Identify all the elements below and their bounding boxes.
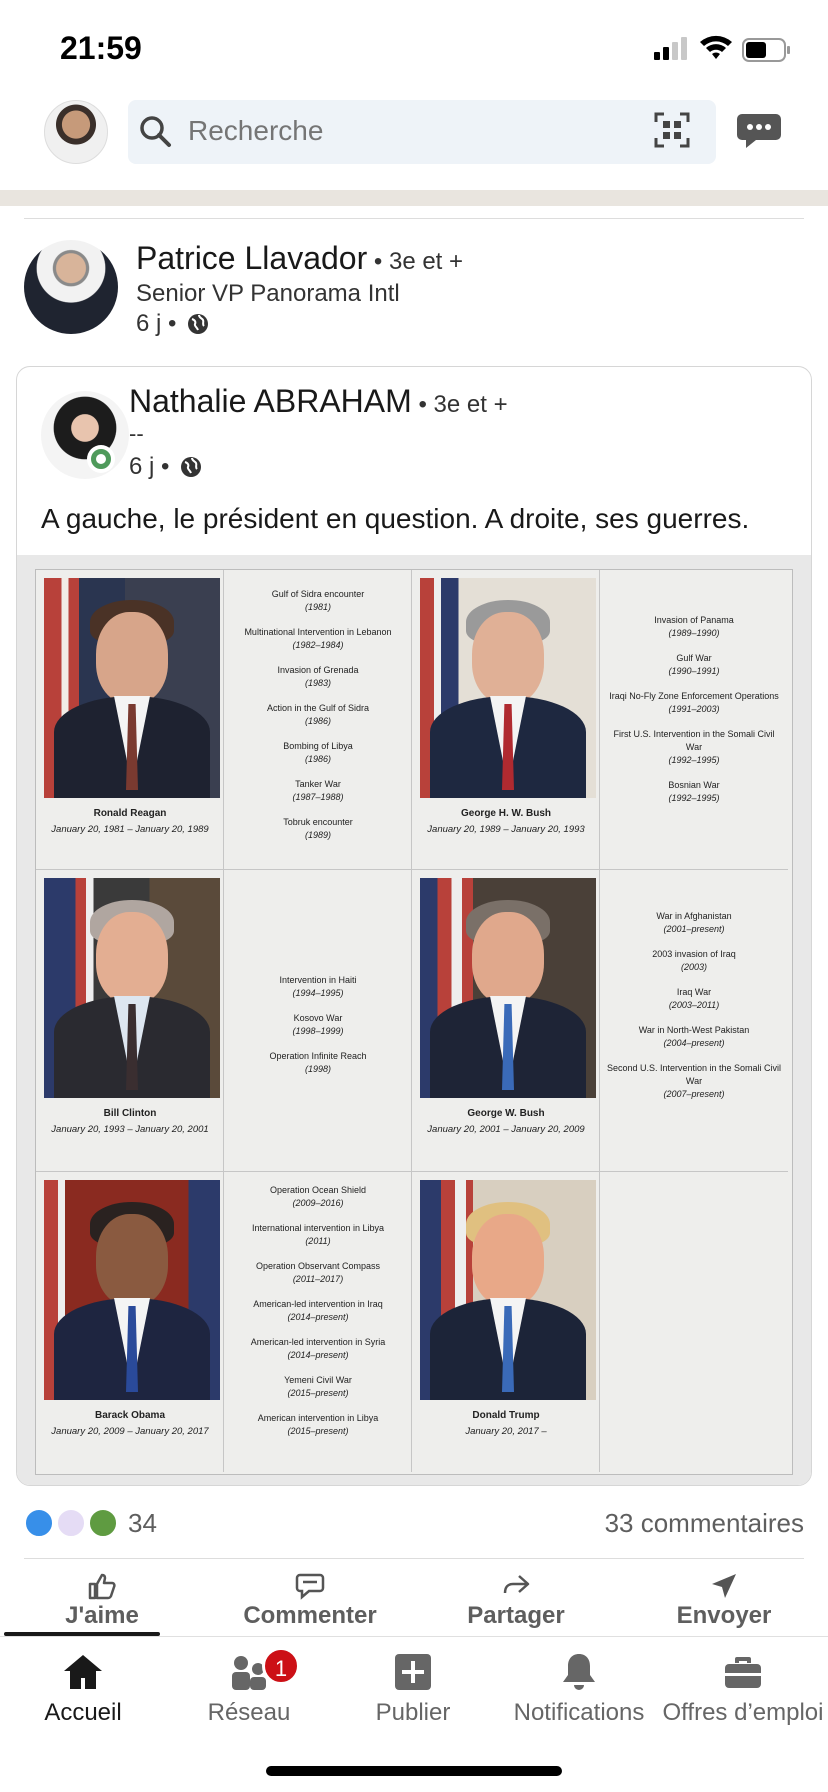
president-name: Ronald Reagan: [93, 808, 167, 819]
war-years: (1991–2003): [668, 704, 720, 714]
send-label: Envoyer: [676, 1602, 772, 1629]
president-term: January 20, 2009 – January 20, 2017: [51, 1426, 209, 1437]
war-years: (2011): [305, 1236, 331, 1246]
war-years: (1982–1984): [292, 640, 344, 650]
wars-list: [606, 910, 782, 1113]
portrait-cell: [412, 870, 600, 1172]
president-term: January 20, 1981 – January 20, 1989: [51, 824, 209, 835]
war-years: (2003): [680, 962, 707, 972]
war-name: American intervention in Libya: [257, 1413, 379, 1423]
share-button[interactable]: [416, 1566, 616, 1630]
war-item: [606, 1062, 782, 1101]
war-name: Action in the Gulf of Sidra: [266, 703, 370, 713]
messaging-icon[interactable]: [736, 110, 782, 150]
tab-label: Accueil: [44, 1699, 122, 1726]
cellular-signal-icon: [652, 36, 692, 60]
feed-divider: [24, 218, 804, 219]
war-years: (1998): [304, 1064, 331, 1074]
status-bar: [0, 0, 828, 96]
shared-author-name[interactable]: Nathalie ABRAHAM: [129, 383, 412, 419]
curious-reaction-icon: [56, 1508, 86, 1538]
qr-code-scanner-icon[interactable]: [654, 112, 690, 148]
tab-post[interactable]: [330, 1645, 496, 1727]
war-years: (2003–2011): [668, 1000, 720, 1010]
portrait-cell: [412, 570, 600, 870]
social-counts[interactable]: [0, 1500, 828, 1544]
tab-home[interactable]: [0, 1645, 166, 1727]
war-years: (1992–1995): [668, 793, 720, 803]
portrait-cell: [36, 1172, 224, 1472]
war-name: Operation Ocean Shield: [269, 1185, 367, 1195]
reaction-count[interactable]: 34: [128, 1508, 157, 1538]
wars-list: [230, 1184, 406, 1450]
war-item: [606, 728, 782, 767]
war-name: Invasion of Grenada: [277, 665, 359, 675]
comment-icon: [295, 1572, 325, 1600]
wars-cell: [224, 1172, 412, 1472]
author-headline: Senior VP Panorama Intl: [136, 280, 400, 307]
war-item: [230, 778, 406, 804]
add-post-icon: [392, 1651, 434, 1693]
war-item: [230, 588, 406, 614]
war-item: [230, 816, 406, 842]
war-years: (1986): [304, 716, 331, 726]
war-item: [230, 1412, 406, 1438]
shared-post-card[interactable]: [16, 366, 812, 1486]
tab-network[interactable]: [166, 1645, 332, 1727]
shared-author-name-line[interactable]: [129, 383, 508, 420]
war-item: [230, 1374, 406, 1400]
globe-icon: [187, 313, 209, 335]
author-name[interactable]: Patrice Llavador: [136, 240, 368, 276]
connection-degree: • 3e et +: [367, 248, 464, 275]
war-years: (1987–1988): [292, 792, 344, 802]
send-icon: [709, 1572, 739, 1600]
war-name: War in Afghanistan: [656, 911, 732, 921]
portrait-cell: [36, 570, 224, 870]
president-portrait: [44, 578, 220, 798]
war-item: [230, 740, 406, 766]
war-name: Yemeni Civil War: [284, 1375, 352, 1385]
president-term: January 20, 2017 –: [465, 1426, 547, 1437]
search-input[interactable]: [188, 114, 628, 148]
wars-cell: [224, 570, 412, 870]
globe-icon: [180, 456, 202, 478]
tab-label: Offres d’emploi: [662, 1699, 824, 1726]
war-item: [606, 910, 782, 936]
tab-label: Notifications: [513, 1699, 645, 1726]
war-years: (2015–present): [287, 1426, 349, 1436]
wars-cell: [224, 870, 412, 1172]
war-years: (2014–present): [287, 1312, 349, 1322]
president-name: Donald Trump: [472, 1410, 540, 1421]
share-label: Partager: [467, 1602, 565, 1629]
share-arrow-icon: [501, 1572, 531, 1600]
like-reaction-icon: [24, 1508, 54, 1538]
president-name: Bill Clinton: [103, 1108, 157, 1119]
war-item: [606, 614, 782, 640]
war-name: Kosovo War: [293, 1013, 343, 1023]
portrait-cell: [36, 870, 224, 1172]
war-years: (1994–1995): [292, 988, 344, 998]
war-item: [230, 974, 406, 1000]
post-actions: [0, 1566, 828, 1632]
support-reaction-icon: [88, 1508, 118, 1538]
like-button[interactable]: [2, 1566, 202, 1630]
bottom-tab-bar: [0, 1636, 828, 1744]
war-years: (1992–1995): [668, 755, 720, 765]
author-avatar[interactable]: [24, 240, 118, 334]
thumbs-up-icon: [87, 1572, 117, 1600]
war-years: (1998–1999): [292, 1026, 344, 1036]
war-years: (2015–present): [287, 1388, 349, 1398]
wars-list: [606, 614, 782, 817]
president-term: January 20, 2001 – January 20, 2009: [427, 1124, 585, 1135]
war-years: (2014–present): [287, 1350, 349, 1360]
war-years: (1990–1991): [668, 666, 720, 676]
post-time: [136, 310, 209, 338]
war-name: Multinational Intervention in Lebanon: [244, 627, 392, 637]
like-label: J'aime: [65, 1602, 139, 1629]
comment-count[interactable]: 33 commentaires: [604, 1508, 804, 1538]
war-name: Tanker War: [295, 779, 341, 789]
presidents-wars-table: [35, 569, 793, 1475]
war-name: Bombing of Libya: [283, 741, 353, 751]
search-icon: [138, 114, 172, 148]
shared-post-age: 6 j •: [129, 453, 170, 480]
war-name: Operation Infinite Reach: [269, 1051, 367, 1061]
president-name: Barack Obama: [94, 1410, 166, 1421]
wars-cell: [600, 870, 788, 1172]
war-item: [606, 986, 782, 1012]
war-years: (2007–present): [663, 1089, 725, 1099]
wars-cell-empty: [600, 1172, 788, 1472]
tab-label: Réseau: [207, 1699, 291, 1726]
president-portrait: [420, 1180, 596, 1400]
home-icon: [62, 1651, 104, 1693]
post-image[interactable]: [17, 555, 812, 1486]
president-term: January 20, 1989 – January 20, 1993: [427, 824, 585, 835]
shared-author-headline: --: [129, 421, 144, 446]
war-name: First U.S. Intervention in the Somali Civil War: [613, 729, 775, 752]
war-years: (2001–present): [663, 924, 725, 934]
portrait-cell: [412, 1172, 600, 1472]
top-header: [0, 96, 828, 176]
war-years: (1981): [304, 602, 331, 612]
war-item: [230, 1298, 406, 1324]
my-profile-avatar[interactable]: [44, 100, 108, 164]
war-name: Tobruk encounter: [283, 817, 353, 827]
send-button[interactable]: [624, 1566, 824, 1630]
shared-post-time: [129, 453, 202, 481]
president-portrait: [44, 1180, 220, 1400]
online-status-icon: [87, 445, 115, 473]
war-item: [606, 1024, 782, 1050]
war-years: (2011–2017): [292, 1274, 344, 1284]
tab-label: Publier: [375, 1699, 451, 1726]
notification-badge: 1: [262, 1647, 300, 1685]
shared-author-avatar[interactable]: [41, 391, 129, 479]
war-item: [230, 702, 406, 728]
war-name: International intervention in Libya: [251, 1223, 385, 1233]
war-item: [230, 1012, 406, 1038]
war-name: American-led intervention in Iraq: [253, 1299, 383, 1309]
war-name: Intervention in Haiti: [279, 975, 357, 985]
wars-cell: [600, 570, 788, 870]
war-item: [230, 1260, 406, 1286]
comment-label: Commenter: [243, 1602, 377, 1629]
war-name: American-led intervention in Syria: [250, 1337, 386, 1347]
war-name: Second U.S. Intervention in the Somali Civil War: [606, 1063, 782, 1086]
post-age: 6 j •: [136, 310, 177, 337]
war-name: Iraqi No-Fly Zone Enforcement Operations: [609, 691, 779, 701]
war-item: [230, 1050, 406, 1076]
war-years: (2004–present): [663, 1038, 725, 1048]
war-item: [230, 1184, 406, 1210]
president-portrait: [420, 578, 596, 798]
comment-button[interactable]: [210, 1566, 410, 1630]
battery-icon: [742, 38, 792, 62]
president-portrait: [420, 878, 596, 1098]
war-item: [230, 626, 406, 652]
war-name: Iraq War: [676, 987, 712, 997]
wars-list: [230, 974, 406, 1088]
war-item: [230, 1336, 406, 1362]
president-portrait: [44, 878, 220, 1098]
war-name: Operation Observant Compass: [255, 1261, 381, 1271]
war-name: 2003 invasion of Iraq: [652, 949, 736, 959]
post-text: A gauche, le président en question. A droite, ses guerres.: [41, 503, 750, 534]
author-name-line[interactable]: [136, 240, 463, 277]
war-years: (1983): [304, 678, 331, 688]
war-years: (1989): [304, 830, 331, 840]
bell-icon: [558, 1651, 600, 1693]
repost-author-header: [0, 234, 828, 354]
status-time: 21:59: [60, 30, 142, 66]
president-term: January 20, 1993 – January 20, 2001: [51, 1124, 209, 1135]
wifi-icon: [698, 32, 734, 62]
war-item: [606, 779, 782, 805]
war-years: (1986): [304, 754, 331, 764]
war-name: Bosnian War: [668, 780, 720, 790]
war-name: Invasion of Panama: [654, 615, 734, 625]
war-item: [230, 1222, 406, 1248]
war-name: War in North-West Pakistan: [638, 1025, 750, 1035]
war-item: [230, 664, 406, 690]
president-name: George H. W. Bush: [460, 808, 551, 819]
wars-list: [230, 588, 406, 854]
war-years: (2009–2016): [292, 1198, 344, 1208]
home-indicator[interactable]: [266, 1766, 562, 1776]
shared-connection-degree: • 3e et +: [411, 391, 508, 418]
feed-section-divider: [0, 190, 828, 206]
war-name: Gulf War: [676, 653, 712, 663]
president-name: George W. Bush: [467, 1108, 545, 1119]
war-item: [606, 690, 782, 716]
war-item: [606, 652, 782, 678]
war-years: (1989–1990): [668, 628, 720, 638]
actions-divider: [24, 1558, 804, 1559]
war-name: Gulf of Sidra encounter: [271, 589, 365, 599]
war-item: [606, 948, 782, 974]
tab-notifications[interactable]: [496, 1645, 662, 1727]
briefcase-icon: [722, 1651, 764, 1693]
tab-jobs[interactable]: [660, 1645, 826, 1727]
